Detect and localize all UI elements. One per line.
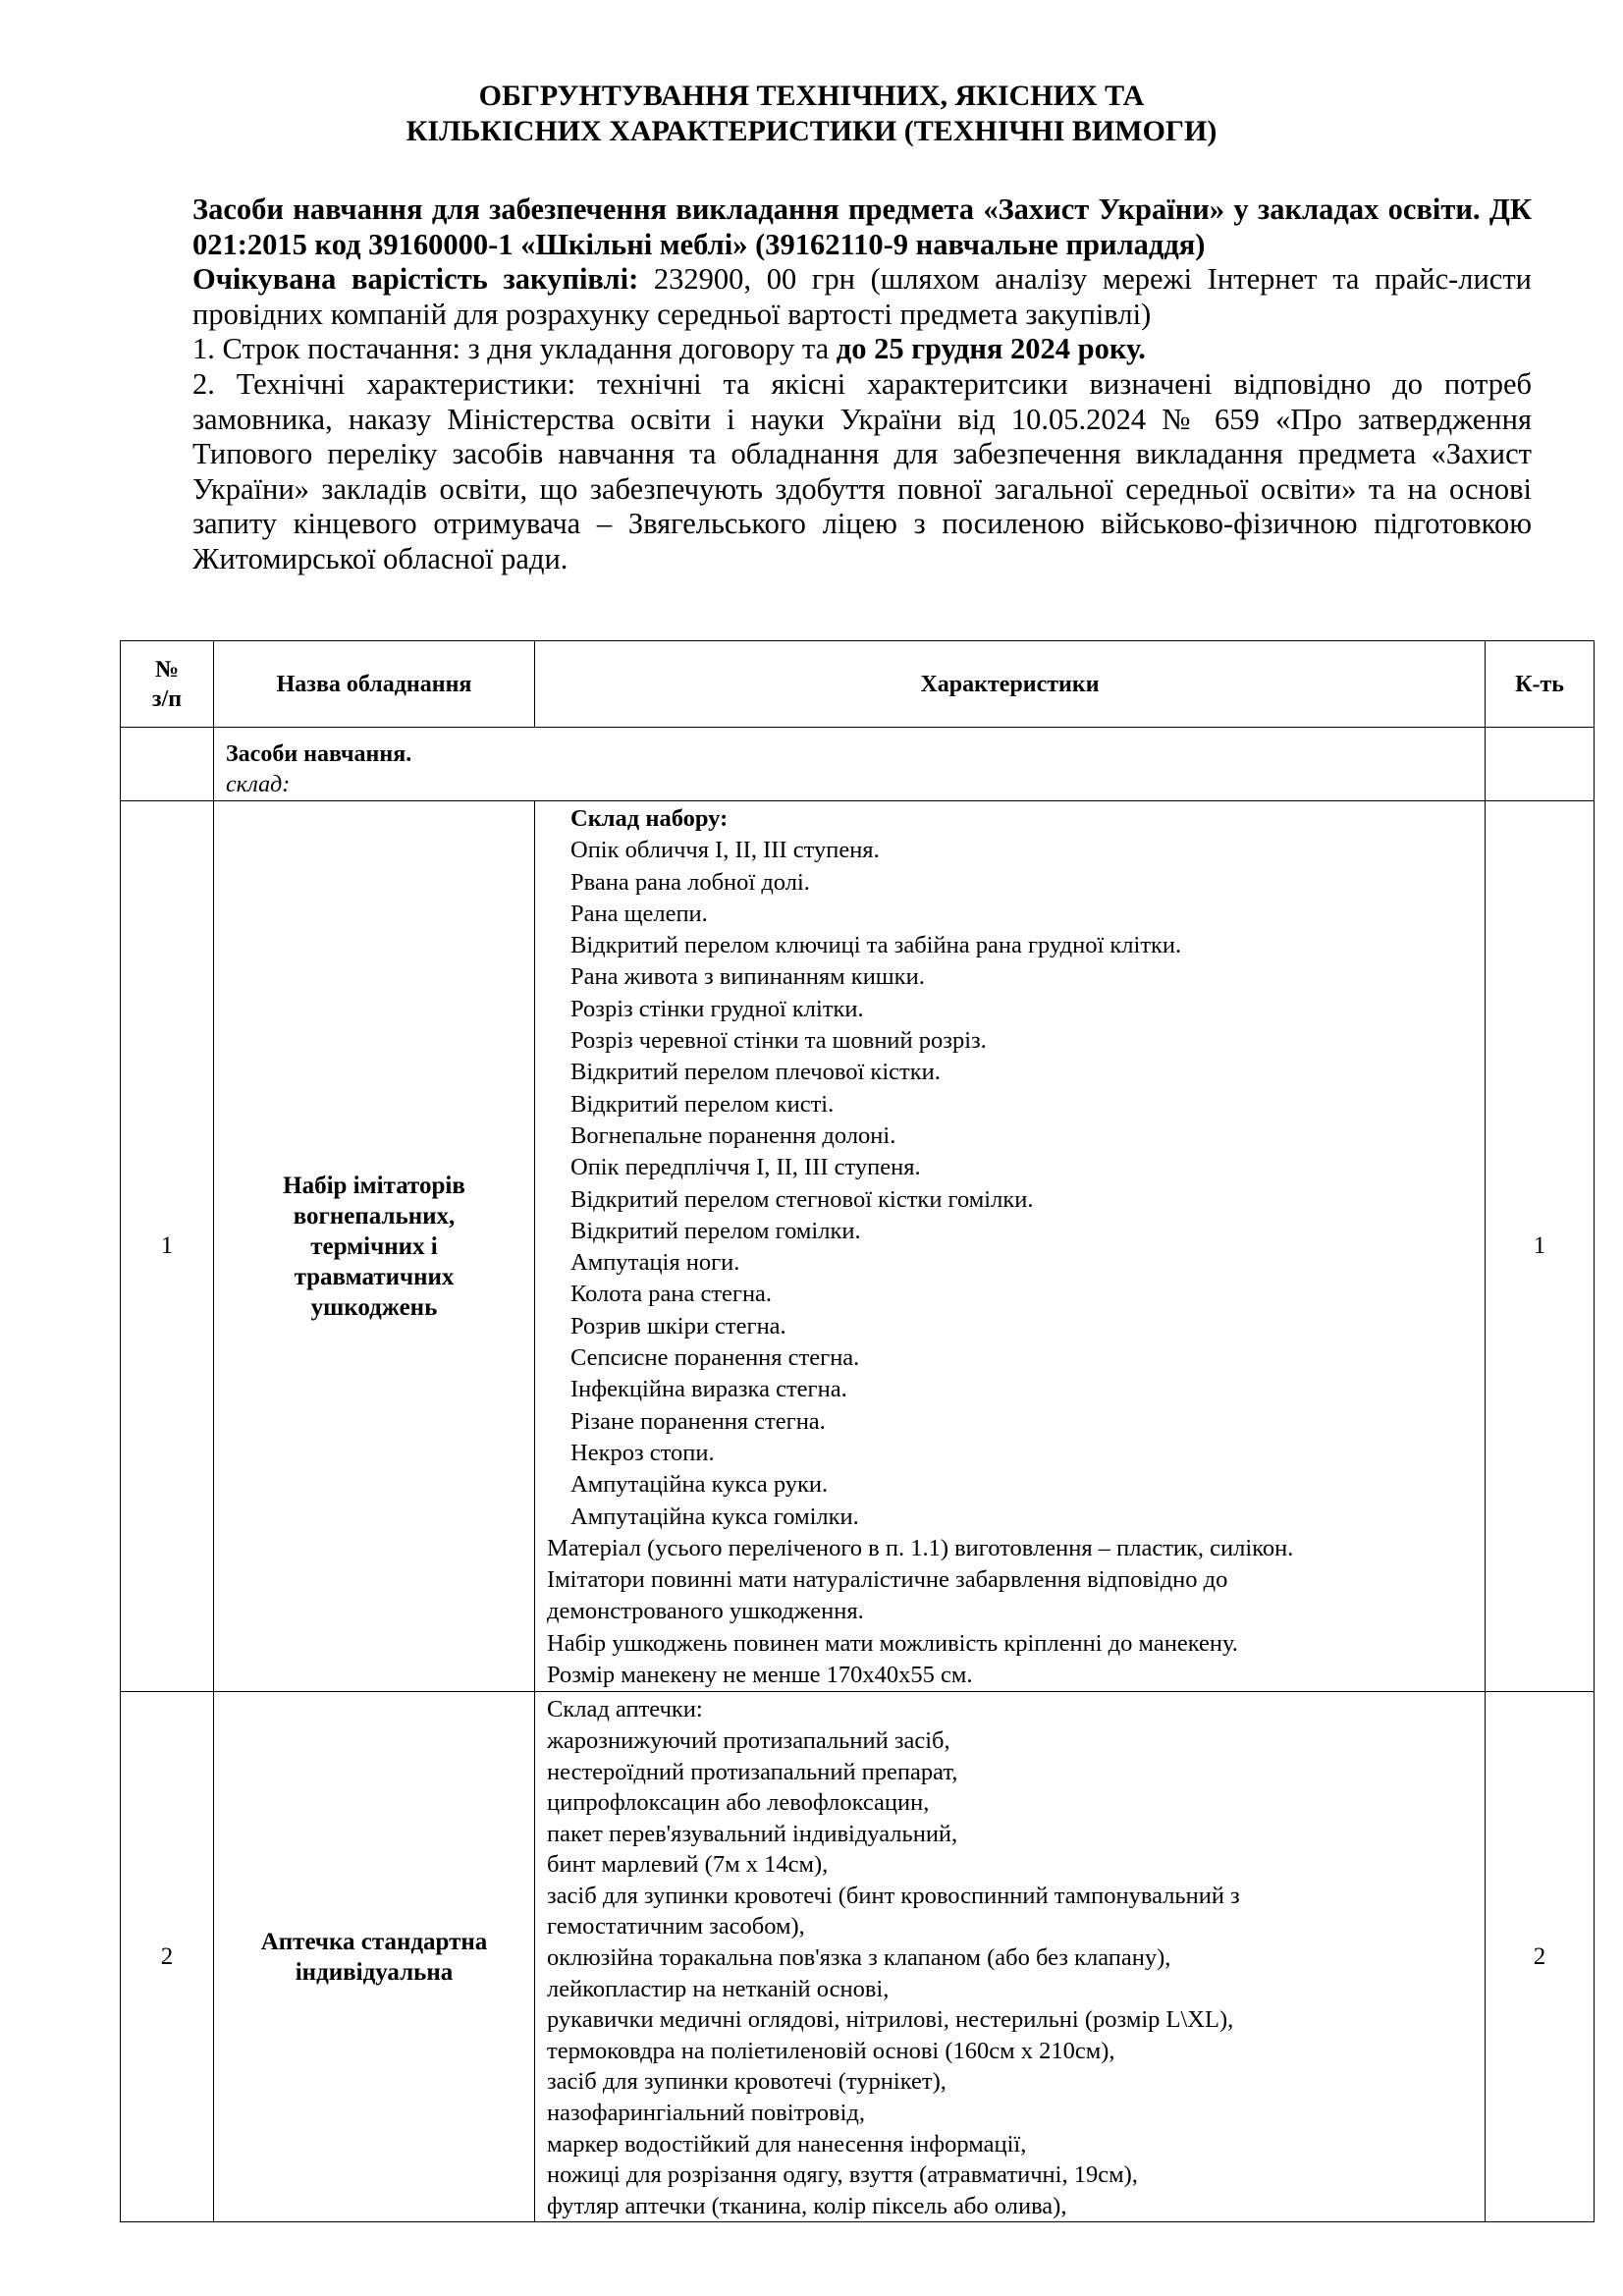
composition-item: Відкритий перелом кисті. [570, 1090, 835, 1118]
equipment-quantity: 2 [1486, 1692, 1595, 2222]
row-number: 2 [121, 1692, 214, 2222]
document-title-line-2: КІЛЬКІСНИХ ХАРАКТЕРИСТИКИ (ТЕХНІЧНІ ВИМОГИ) [406, 115, 1217, 147]
composition-item: Відкритий перелом плечової кістки. [570, 1059, 941, 1086]
composition-item: Різане поранення стегна. [570, 1407, 826, 1435]
composition-item: Інфекційна виразка стегна. [570, 1376, 847, 1403]
header-number-symbol: № [154, 656, 180, 683]
equipment-characteristics [535, 1692, 1486, 2222]
delivery-term-text: 1. Строк постачання: з дня укладання договору та [192, 332, 837, 366]
section-title: Засоби навчання. [226, 741, 412, 767]
equipment-characteristics [535, 801, 1486, 1692]
composition-list [547, 835, 1477, 1533]
header-equipment-name: Назва обладнання [214, 641, 535, 728]
kit-item: Склад аптечки: [547, 1696, 703, 1723]
composition-item: Розріз стінки грудної клітки. [570, 995, 864, 1022]
composition-item: Рана щелепи. [570, 900, 708, 927]
delivery-term [192, 332, 1532, 367]
header-number-abbrev: з/п [151, 685, 183, 712]
composition-item: Колота рана стегна. [570, 1281, 773, 1308]
section-title-cell [214, 728, 1486, 801]
composition-item: Розрив шкіри стегна. [570, 1312, 786, 1339]
kit-item: термоковдра на поліетиленовій основі (160см х 210см), [547, 2037, 1115, 2064]
section-empty-cell [121, 728, 214, 801]
equipment-name: Набір імітаторів вогнепальних, термічних і травматичних ушкоджень [214, 801, 535, 1692]
composition-title: Склад набору: [570, 805, 729, 832]
procurement-subject: Засоби навчання для забезпечення викладання предмета «Захист України» у закладах освіти. ДК 021:2015 код 39160000-1 «Шкільні меблі» (39162110-9 навчальне приладдя) [192, 192, 1532, 261]
characteristic-note: Матеріал (усього переліченого в п. 1.1) виготовлення – пластик, силікон. [547, 1534, 1294, 1561]
kit-item: футляр аптечки (тканина, колір піксель або олива), [547, 2192, 1067, 2219]
kit-item: бинт марлевий (7м х 14см), [547, 1851, 829, 1879]
section-row [121, 728, 1595, 801]
characteristic-note: Імітатори повинні мати натуралістичне забарвлення відповідно до [547, 1566, 1228, 1594]
kit-item: назофарингіальний повітровід, [547, 2100, 866, 2127]
kit-item: ципрофлоксацин або левофлоксацин, [547, 1789, 930, 1817]
characteristic-note: Набір ушкоджень повинен мати можливість кріпленні до манекену. [547, 1629, 1238, 1657]
composition-item: Ампутаційна кукса гомілки. [570, 1503, 859, 1530]
characteristic-note: демонстрованого ушкодження. [547, 1598, 864, 1625]
kit-item: пакет перев'язувальний індивідуальний, [547, 1820, 958, 1847]
document-title-line-1: ОБГРУНТУВАННЯ ТЕХНІЧНИХ, ЯКІСНИХ ТА [478, 80, 1145, 112]
characteristics-notes [547, 1533, 1477, 1691]
composition-item: Відкритий перелом ключиці та забійна рана грудної клітки. [570, 932, 1182, 959]
expected-cost-value: 232900, 00 грн (шляхом аналізу мережі Інтернет та прайс-листи провідних компаній для розрахунку середньої вартості предмета закупівлі) [192, 262, 1532, 331]
composition-item: Ампутаційна кукса руки. [570, 1471, 829, 1499]
equipment-table [120, 640, 1595, 2222]
kit-item: нестероїдний протизапальний препарат, [547, 1758, 958, 1785]
section-empty-qty-cell [1486, 728, 1595, 801]
composition-item: Опік обличчя І, ІІ, ІІІ ступеня. [570, 837, 880, 864]
kit-item: оклюзійна торакальна пов'язка з клапаном (або без клапану), [547, 1944, 1171, 1972]
technical-specifications-paragraph: 2. Технічні характеристики: технічні та якісні характеритсики визначені відповідно до потреб замовника, наказу Міністерства освіти і науки України від 10.05.2024 № 659 «Про затвердження Типового переліку засобів навчання та обладнання для забезпечення викладання предмета «Захист України» закладів освіти, що забезпечують здобуття повної загальної середньої освіти» та на основі запиту кінцевого отримувача – Звягельського ліцею з посиленою військово-фізичною підготовкою Житомирської обласної ради. [192, 366, 1532, 575]
table-row [121, 1692, 1595, 2222]
header-characteristics: Характеристики [535, 641, 1486, 728]
kit-item: рукавички медичні оглядові, нітрилові, нестерильні (розмір L\XL), [547, 2006, 1234, 2034]
composition-item: Відкритий перелом гомілки. [570, 1217, 861, 1244]
kit-item: жарознижуючий протизапальний засіб, [547, 1726, 950, 1754]
intro-section [192, 192, 1532, 577]
composition-item: Вогнепальне поранення долоні. [570, 1121, 896, 1149]
equipment-name: Аптечка стандартна індивідуальна [214, 1692, 535, 2222]
composition-item: Розріз черевної стінки та шовний розріз. [570, 1027, 987, 1055]
row-number: 1 [121, 801, 214, 1692]
kit-item: засіб для зупинки кровотечі (турнікет), [547, 2068, 947, 2096]
composition-item: Рана живота з випинанням кишки. [570, 963, 925, 991]
delivery-term-deadline: до 25 грудня 2024 року. [836, 332, 1146, 366]
kit-item: лейкопластир на нетканій основі, [547, 1975, 890, 2002]
table-header-row [121, 641, 1595, 728]
kit-item: засіб для зупинки кровотечі (бинт кровоспинний тампонувальний з [547, 1882, 1240, 1909]
composition-item: Сепсисне поранення стегна. [570, 1344, 860, 1372]
equipment-quantity: 1 [1486, 801, 1595, 1692]
composition-item: Ампутація ноги. [570, 1249, 740, 1277]
characteristic-note: Розмір манекену не менше 170х40х55 см. [547, 1662, 973, 1689]
kit-item: гемостатичним засобом), [547, 1913, 805, 1941]
kit-item: ножиці для розрізання одягу, взуття (атравматичні, 19см), [547, 2161, 1138, 2189]
composition-item: Рвана рана лобної долі. [570, 868, 810, 896]
section-subtitle: склад: [226, 772, 291, 797]
kit-item: маркер водостійкий для нанесення інформації, [547, 2130, 1027, 2158]
expected-cost [192, 262, 1532, 332]
composition-item: Відкритий перелом стегнової кістки гомілки. [570, 1185, 1034, 1213]
composition-item: Опік передпліччя І, ІІ, ІІІ ступеня. [570, 1154, 921, 1181]
header-quantity: К-ть [1486, 641, 1595, 728]
header-number [121, 641, 214, 728]
expected-cost-label: Очікувана варістість закупівлі: [192, 262, 639, 297]
composition-item: Некроз стопи. [570, 1439, 715, 1466]
table-row [121, 801, 1595, 1692]
